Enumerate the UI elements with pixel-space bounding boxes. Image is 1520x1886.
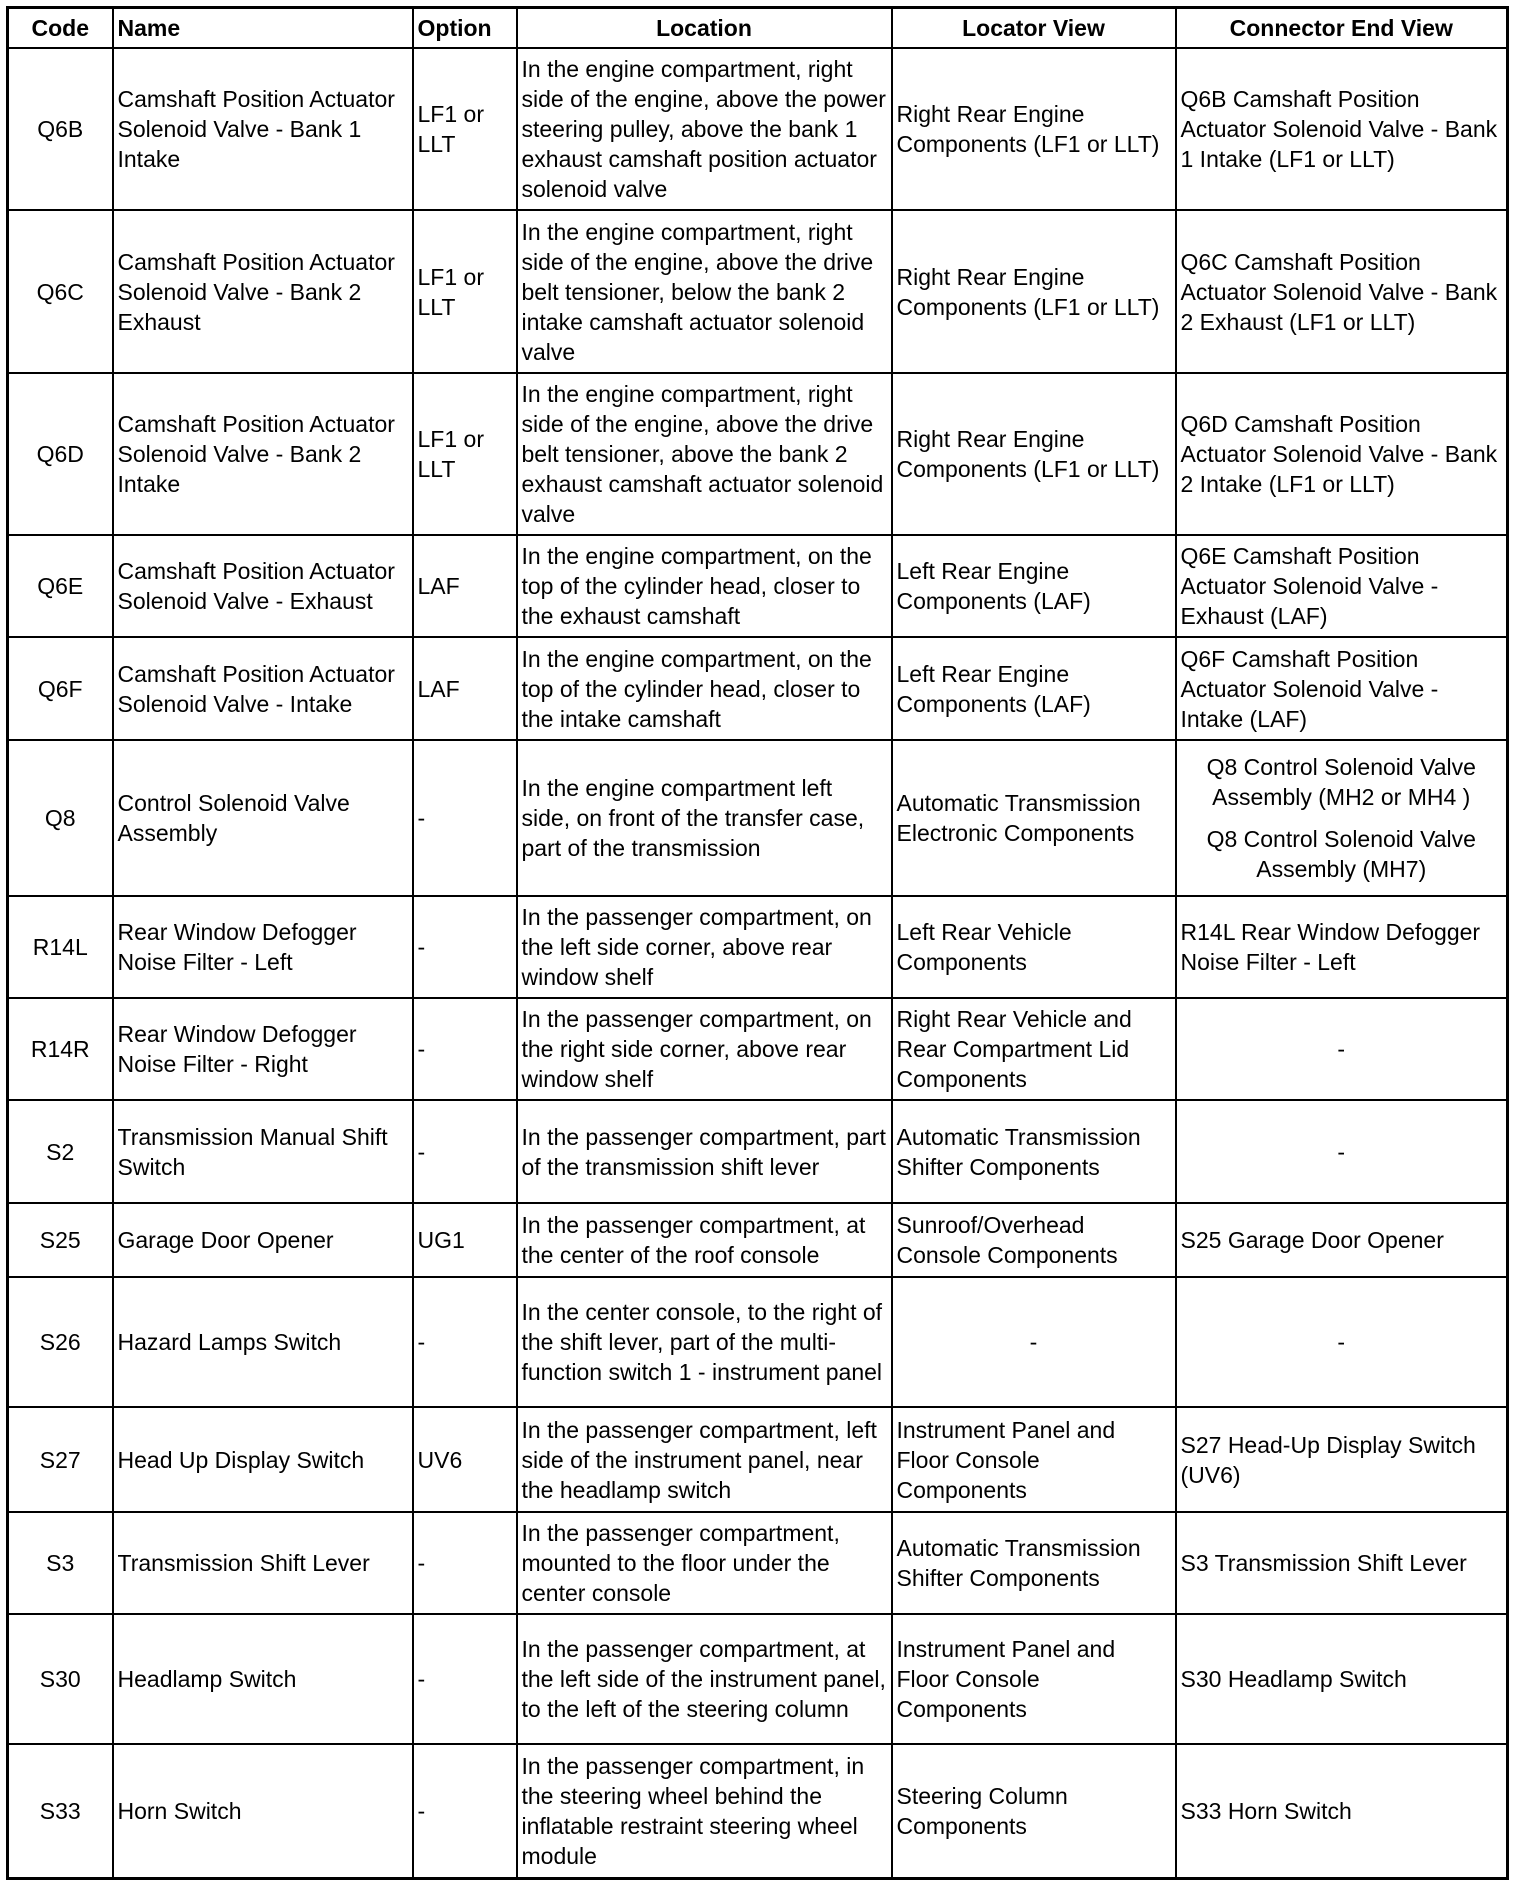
- header-locator-view: Locator View: [892, 8, 1176, 49]
- cell-location: In the passenger compartment, at the center of the roof console: [517, 1203, 892, 1277]
- cell-name: Camshaft Position Actuator Solenoid Valve - Bank 2 Intake: [113, 373, 413, 535]
- cell-connector-end-view: [1176, 1512, 1508, 1614]
- cell-connector-end-view: [1176, 535, 1508, 637]
- cell-name: Rear Window Defogger Noise Filter - Right: [113, 998, 413, 1100]
- cell-code: Q6E: [8, 535, 113, 637]
- cell-code: S30: [8, 1614, 113, 1744]
- cell-location: In the engine compartment, on the top of the cylinder head, closer to the exhaust camshaft: [517, 535, 892, 637]
- table-row: [8, 1744, 1508, 1878]
- cell-code: S2: [8, 1100, 113, 1203]
- cell-option: LF1 or LLT: [413, 210, 517, 373]
- cell-connector-end-view: [1176, 896, 1508, 998]
- table-row: [8, 1407, 1508, 1512]
- cell-locator-view: -: [892, 1277, 1176, 1407]
- table-row: [8, 1100, 1508, 1203]
- table-row: [8, 1614, 1508, 1744]
- connector-entry: -: [1337, 1138, 1346, 1165]
- cell-locator-view: Instrument Panel and Floor Console Components: [892, 1614, 1176, 1744]
- table-row: [8, 210, 1508, 373]
- cell-name: Hazard Lamps Switch: [113, 1277, 413, 1407]
- cell-option: LF1 or LLT: [413, 48, 517, 210]
- cell-connector-end-view: [1176, 740, 1508, 896]
- cell-connector-end-view: [1176, 373, 1508, 535]
- cell-locator-view: Automatic Transmission Electronic Components: [892, 740, 1176, 896]
- cell-name: Head Up Display Switch: [113, 1407, 413, 1512]
- cell-location: In the engine compartment left side, on front of the transfer case, part of the transmission: [517, 740, 892, 896]
- cell-name: Rear Window Defogger Noise Filter - Left: [113, 896, 413, 998]
- cell-option: UG1: [413, 1203, 517, 1277]
- cell-location: In the passenger compartment, in the steering wheel behind the inflatable restraint steering wheel module: [517, 1744, 892, 1878]
- component-locator-table: [6, 6, 1509, 1880]
- table-row: [8, 998, 1508, 1100]
- cell-name: Camshaft Position Actuator Solenoid Valve - Intake: [113, 637, 413, 740]
- header-connector-end-view: Connector End View: [1176, 8, 1508, 49]
- cell-name: Camshaft Position Actuator Solenoid Valve - Exhaust: [113, 535, 413, 637]
- cell-code: S25: [8, 1203, 113, 1277]
- cell-location: In the engine compartment, right side of the engine, above the drive belt tensioner, below the bank 2 intake camshaft actuator solenoid valve: [517, 210, 892, 373]
- header-option: Option: [413, 8, 517, 49]
- connector-entry: S27 Head-Up Display Switch (UV6): [1180, 1431, 1476, 1488]
- table-row: [8, 896, 1508, 998]
- connector-entry: R14L Rear Window Defogger Noise Filter - Left: [1180, 919, 1481, 975]
- connector-entry: S25 Garage Door Opener: [1180, 1227, 1444, 1253]
- cell-locator-view: Steering Column Components: [892, 1744, 1176, 1878]
- cell-name: Horn Switch: [113, 1744, 413, 1878]
- cell-connector-end-view: [1176, 210, 1508, 373]
- connector-entry: S30 Headlamp Switch: [1180, 1666, 1407, 1692]
- cell-option: -: [413, 740, 517, 896]
- header-code: Code: [8, 8, 113, 49]
- cell-option: -: [413, 1744, 517, 1878]
- cell-code: Q6D: [8, 373, 113, 535]
- cell-option: LAF: [413, 637, 517, 740]
- cell-locator-view: Sunroof/Overhead Console Components: [892, 1203, 1176, 1277]
- cell-option: -: [413, 896, 517, 998]
- cell-connector-end-view: [1176, 1614, 1508, 1744]
- cell-locator-view: Right Rear Engine Components (LF1 or LLT): [892, 210, 1176, 373]
- connector-entry: Q6B Camshaft Position Actuator Solenoid Valve - Bank 1 Intake (LF1 or LLT): [1180, 86, 1498, 172]
- cell-code: Q6C: [8, 210, 113, 373]
- connector-entry: Q8 Control Solenoid Valve Assembly (MH7): [1206, 826, 1476, 882]
- connector-entry: -: [1337, 1036, 1346, 1062]
- cell-option: -: [413, 1100, 517, 1203]
- table-row: [8, 1203, 1508, 1277]
- cell-locator-view: Left Rear Engine Components (LAF): [892, 535, 1176, 637]
- cell-locator-view: Left Rear Engine Components (LAF): [892, 637, 1176, 740]
- cell-locator-view: Left Rear Vehicle Components: [892, 896, 1176, 998]
- cell-locator-view: Right Rear Engine Components (LF1 or LLT): [892, 373, 1176, 535]
- cell-name: Control Solenoid Valve Assembly: [113, 740, 413, 896]
- cell-code: R14L: [8, 896, 113, 998]
- cell-location: In the engine compartment, right side of the engine, above the drive belt tensioner, above the bank 2 exhaust camshaft actuator solenoid valve: [517, 373, 892, 535]
- cell-location: In the passenger compartment, mounted to the floor under the center console: [517, 1512, 892, 1614]
- cell-name: Garage Door Opener: [113, 1203, 413, 1277]
- cell-location: In the passenger compartment, part of the transmission shift lever: [517, 1100, 892, 1203]
- cell-location: In the center console, to the right of the shift lever, part of the multi-function switch 1 - instrument panel: [517, 1277, 892, 1407]
- cell-connector-end-view: [1176, 1407, 1508, 1512]
- connector-entry: Q6D Camshaft Position Actuator Solenoid Valve - Bank 2 Intake (LF1 or LLT): [1180, 411, 1498, 497]
- cell-location: In the passenger compartment, on the left side corner, above rear window shelf: [517, 896, 892, 998]
- header-location: Location: [517, 8, 892, 49]
- cell-option: -: [413, 1614, 517, 1744]
- cell-locator-view: Right Rear Vehicle and Rear Compartment Lid Components: [892, 998, 1176, 1100]
- cell-code: Q6F: [8, 637, 113, 740]
- cell-connector-end-view: [1176, 637, 1508, 740]
- cell-connector-end-view: [1176, 48, 1508, 210]
- connector-entry: S33 Horn Switch: [1180, 1797, 1352, 1824]
- cell-option: UV6: [413, 1407, 517, 1512]
- connector-entry: -: [1337, 1329, 1346, 1355]
- cell-code: S33: [8, 1744, 113, 1878]
- table-row: [8, 740, 1508, 896]
- cell-connector-end-view: [1176, 1203, 1508, 1277]
- cell-option: LF1 or LLT: [413, 373, 517, 535]
- header-row: [8, 8, 1508, 49]
- cell-location: In the engine compartment, right side of the engine, above the power steering pulley, above the bank 1 exhaust camshaft position actuator solenoid valve: [517, 48, 892, 210]
- cell-option: -: [413, 998, 517, 1100]
- connector-entry: Q6C Camshaft Position Actuator Solenoid Valve - Bank 2 Exhaust (LF1 or LLT): [1180, 248, 1498, 335]
- cell-code: S27: [8, 1407, 113, 1512]
- connector-entry: Q6F Camshaft Position Actuator Solenoid Valve - Intake (LAF): [1180, 645, 1439, 732]
- table-row: [8, 637, 1508, 740]
- cell-option: -: [413, 1512, 517, 1614]
- table-row: [8, 1512, 1508, 1614]
- cell-location: In the passenger compartment, on the right side corner, above rear window shelf: [517, 998, 892, 1100]
- cell-option: -: [413, 1277, 517, 1407]
- connector-entry: S3 Transmission Shift Lever: [1180, 1550, 1467, 1576]
- cell-connector-end-view: [1176, 998, 1508, 1100]
- table-row: [8, 373, 1508, 535]
- cell-name: Camshaft Position Actuator Solenoid Valve - Bank 2 Exhaust: [113, 210, 413, 373]
- cell-locator-view: Instrument Panel and Floor Console Components: [892, 1407, 1176, 1512]
- table-row: [8, 48, 1508, 210]
- cell-code: S26: [8, 1277, 113, 1407]
- cell-connector-end-view: [1176, 1744, 1508, 1878]
- cell-option: LAF: [413, 535, 517, 637]
- cell-code: R14R: [8, 998, 113, 1100]
- header-name: Name: [113, 8, 413, 49]
- table-row: [8, 1277, 1508, 1407]
- cell-code: S3: [8, 1512, 113, 1614]
- cell-locator-view: Automatic Transmission Shifter Components: [892, 1100, 1176, 1203]
- cell-name: Transmission Shift Lever: [113, 1512, 413, 1614]
- cell-name: Headlamp Switch: [113, 1614, 413, 1744]
- cell-location: In the passenger compartment, at the left side of the instrument panel, to the left of the steering column: [517, 1614, 892, 1744]
- cell-code: Q8: [8, 740, 113, 896]
- cell-location: In the passenger compartment, left side of the instrument panel, near the headlamp switch: [517, 1407, 892, 1512]
- cell-locator-view: Right Rear Engine Components (LF1 or LLT): [892, 48, 1176, 210]
- cell-name: Camshaft Position Actuator Solenoid Valve - Bank 1 Intake: [113, 48, 413, 210]
- cell-code: Q6B: [8, 48, 113, 210]
- cell-connector-end-view: [1176, 1100, 1508, 1203]
- cell-location: In the engine compartment, on the top of the cylinder head, closer to the intake camshaft: [517, 637, 892, 740]
- cell-name: Transmission Manual Shift Switch: [113, 1100, 413, 1203]
- connector-entry: Q8 Control Solenoid Valve Assembly (MH2 or MH4 ): [1206, 754, 1476, 810]
- table-row: [8, 535, 1508, 637]
- cell-locator-view: Automatic Transmission Shifter Components: [892, 1512, 1176, 1614]
- cell-connector-end-view: [1176, 1277, 1508, 1407]
- spacer: [1181, 812, 1503, 824]
- connector-entry: Q6E Camshaft Position Actuator Solenoid Valve - Exhaust (LAF): [1180, 543, 1439, 629]
